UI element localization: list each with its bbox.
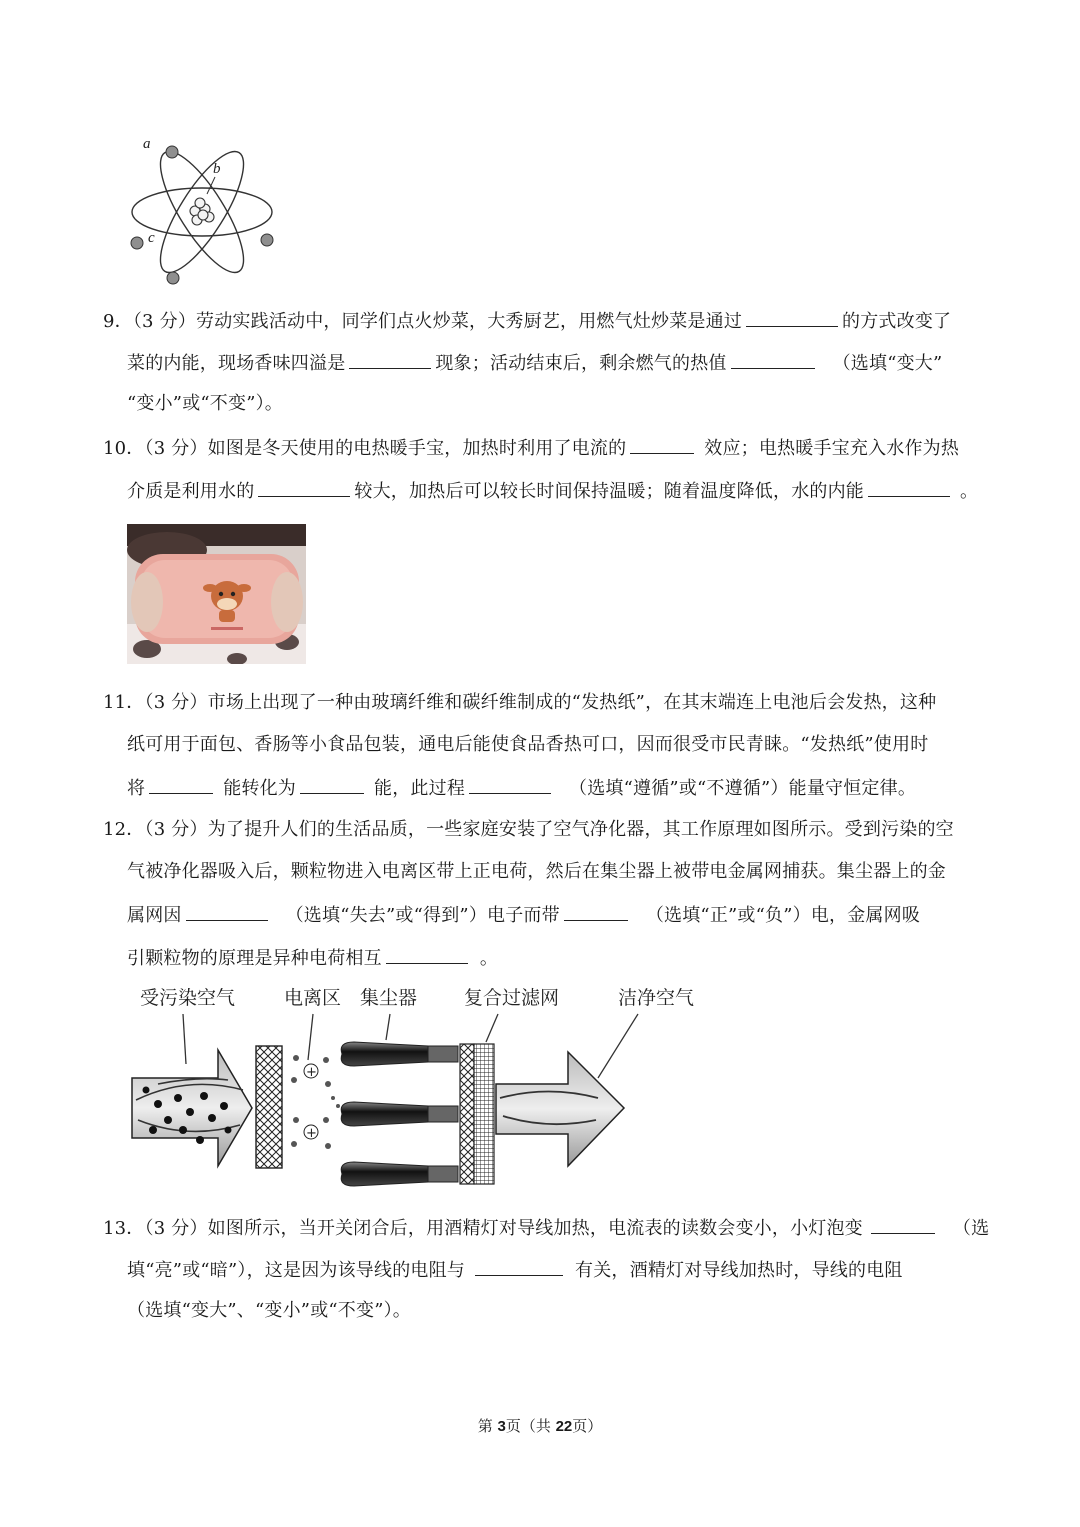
q10-blank-2 xyxy=(258,478,350,497)
atom-label-c: c xyxy=(148,230,155,246)
right-hand xyxy=(271,572,303,632)
q11-line-1 xyxy=(103,691,936,715)
left-hand xyxy=(131,572,163,632)
q9-text-1a: 9．（3 分）劳动实践活动中，同学们点火炒菜，大秀厨艺，用燃气灶炒菜是通过 xyxy=(103,311,743,332)
q9-text-1b: 的方式改变了 xyxy=(842,311,952,332)
atom-label-a: a xyxy=(143,136,151,152)
q12-text-4b: 。 xyxy=(479,948,499,969)
q10-line-2 xyxy=(127,478,978,504)
q10-text-2c: 。 xyxy=(960,481,979,502)
footer-mid: 页（共 xyxy=(505,1417,556,1435)
q11-blank-2 xyxy=(300,775,364,794)
footer-total-pages: 22 xyxy=(555,1418,573,1435)
q12-text-4a: 引颗粒物的原理是异种电荷相互 xyxy=(127,948,382,969)
q13-text-2a: 填“亮”或“暗”），这是因为该导线的电阻与 xyxy=(127,1260,466,1281)
q10-text-1b: 效应；电热暖手宝充入水作为热 xyxy=(704,438,960,459)
q12-blank-3 xyxy=(386,945,468,964)
filter-layer-1 xyxy=(460,1044,474,1184)
q9-text-3: “变小”或“不变”）。 xyxy=(127,393,284,414)
q12-text-3c: （选填“正”或“负”）电，金属网吸 xyxy=(645,905,921,926)
pointer-ionization xyxy=(308,1014,313,1060)
q13-text-1b: （选 xyxy=(952,1218,990,1239)
q13-blank-2 xyxy=(475,1257,563,1276)
q12-line-1 xyxy=(103,818,954,842)
q12-line-3 xyxy=(127,902,920,928)
footer-pre: 第 xyxy=(477,1417,498,1435)
svg-text:+: + xyxy=(306,1126,317,1141)
q13-line-1 xyxy=(103,1215,989,1241)
q13-line-3 xyxy=(127,1299,411,1323)
q10-line-1 xyxy=(103,435,959,461)
clean-air-arrow xyxy=(496,1052,624,1166)
q11-blank-3 xyxy=(469,775,551,794)
label-composite-filter: 复合过滤网 xyxy=(464,987,560,1009)
atom-model-figure xyxy=(125,132,280,292)
pointer-filter xyxy=(486,1014,498,1042)
q13-line-2 xyxy=(127,1257,903,1283)
pointer-clean xyxy=(598,1014,638,1078)
q9-blank-1 xyxy=(746,308,838,327)
q9-blank-2 xyxy=(349,350,431,369)
label-dust-collector: 集尘器 xyxy=(360,987,418,1009)
pointer-polluted xyxy=(183,1014,186,1064)
hand-warmer-photo xyxy=(127,524,306,664)
q9-blank-3 xyxy=(731,350,815,369)
q10-blank-1 xyxy=(630,435,694,454)
q12-blank-1 xyxy=(186,902,268,921)
q10-text-2a: 介质是利用水的 xyxy=(127,481,255,502)
q12-blank-2 xyxy=(564,902,628,921)
q11-text-3a: 将 xyxy=(127,778,146,799)
q12-text-1: 12．（3 分）为了提升人们的生活品质，一些家庭安装了空气净化器，其工作原理如图所示。受到污染的空 xyxy=(103,819,954,840)
label-clean-air: 洁净空气 xyxy=(618,987,695,1009)
q10-text-1a: 10．（3 分）如图是冬天使用的电热暖手宝，加热时利用了电流的 xyxy=(103,438,627,459)
q12-line-2 xyxy=(127,860,946,884)
label-polluted-air: 受污染空气 xyxy=(140,987,236,1009)
q12-text-3a: 属网因 xyxy=(127,905,182,926)
q11-text-3c: 能，此过程 xyxy=(374,778,466,799)
atom-label-b: b xyxy=(213,161,221,177)
q13-text-1a: 13．（3 分）如图所示，当开关闭合后，用酒精灯对导线加热，电流表的读数会变小，小灯泡变 xyxy=(103,1218,863,1239)
filter-layer-2 xyxy=(474,1044,494,1184)
q11-line-3 xyxy=(127,775,916,801)
polluted-air-arrow xyxy=(132,1050,252,1166)
svg-text:+: + xyxy=(306,1065,317,1080)
q9-text-2c: （选填“变大” xyxy=(832,353,943,374)
footer-page-number: 3 xyxy=(497,1418,506,1435)
label-ionization-zone: 电离区 xyxy=(284,987,342,1009)
collector-electrodes xyxy=(341,1042,458,1186)
q9-line-3 xyxy=(127,392,283,416)
charged-particles xyxy=(291,1055,340,1149)
q11-text-2: 纸可用于面包、香肠等小食品包装，通电后能使食品香热可口，因而很受市民青睐。“发热纸”使用时 xyxy=(127,734,929,755)
label-b-pointer xyxy=(207,177,215,194)
q9-line-2 xyxy=(127,350,942,376)
q13-blank-1 xyxy=(871,1215,935,1234)
q11-text-3b: 能转化为 xyxy=(223,778,297,799)
q9-line-1 xyxy=(103,308,951,334)
q12-line-4 xyxy=(127,945,498,971)
q9-text-2b: 现象；活动结束后，剩余燃气的热值 xyxy=(435,353,727,374)
q12-text-2: 气被净化器吸入后，颗粒物进入电离区带上正电荷，然后在集尘器上被带电金属网捕获。集尘器上的金 xyxy=(127,861,946,882)
q10-text-2b: 较大，加热后可以较长时间保持温暖；随着温度降低，水的内能 xyxy=(354,481,865,502)
q9-text-2a: 菜的内能，现场香味四溢是 xyxy=(127,353,346,374)
q13-text-2b: 有关，酒精灯对导线加热时，导线的电阻 xyxy=(575,1260,903,1281)
q10-blank-3 xyxy=(868,478,950,497)
pointer-collector xyxy=(386,1014,390,1040)
nucleus xyxy=(190,198,214,225)
q11-text-1: 11．（3 分）市场上出现了一种由玻璃纤维和碳纤维制成的“发热纸”，在其末端连上电池后会发热，这种 xyxy=(103,692,937,713)
q11-text-3d: （选填“遵循”或“不遵循”）能量守恒定律。 xyxy=(569,778,917,799)
q11-line-2 xyxy=(127,733,928,757)
q11-blank-1 xyxy=(149,775,213,794)
q13-text-3: （选填“变大”、“变小”或“不变”）。 xyxy=(127,1300,412,1321)
ionization-mesh xyxy=(256,1046,282,1168)
page-footer xyxy=(0,1416,1080,1437)
q12-text-3b: （选填“失去”或“得到”）电子而带 xyxy=(285,905,560,926)
air-purifier-diagram xyxy=(128,980,708,1200)
footer-post: 页） xyxy=(572,1417,603,1435)
